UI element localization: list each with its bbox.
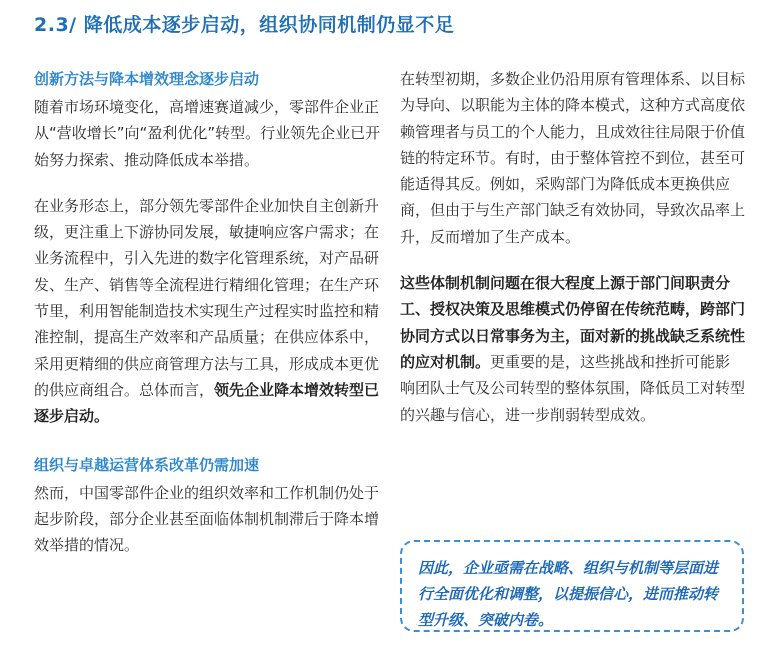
subheading-innovation: 创新方法与降本增效理念逐步启动	[34, 70, 260, 88]
paragraph-market-shift: 随着市场环境变化，高增速赛道减少，零部件企业正从“营收增长”向“盈利优化”转型。行业领先企业已开始努力探索、推动降低成本举措。	[34, 98, 381, 169]
paragraph-early-transformation: 在转型初期，多数企业仍沿用原有管理体系、以目标为导向、以职能为主体的降本模式，这种方式高度依赖管理者与员工的个人能力，且成效往往局限于价值链的特定环节。有时，由于整体管控不到位，甚至可能适得其反。例如，采购部门为降低成本更换供应商，但由于与生产部门缺乏有效协同，导致次品率上升，反而增加了生产成本。	[400, 70, 746, 246]
paragraph-org-efficiency: 然而，中国零部件企业的组织效率和工作机制仍处于起步阶段，部分企业甚至面临体制机制滞后于降本增效举措的情况。	[34, 483, 380, 555]
paragraph-business-form	[34, 193, 386, 430]
right-column	[400, 66, 745, 428]
paragraph-business-form-text: 在业务形态上，部分领先零部件企业加快自主创新升级，更注重上下游协同发展，敏捷响应客户需求；在业务流程中，引入先进的数字化管理系统，对产品研发、生产、销售等全流程进行精细化管理；在生产环节里，利用智能制造技术实现生产过程实时监控和精准控制，提高生产效率和产品质量；在供应体系中，采用更精细的供应商管理方法与工具，形成成本更优的供应商组合。总体而言，	[34, 196, 380, 399]
paragraph-business-form-emphasis: 领先企业降本增效转型已逐步启动。	[34, 380, 380, 426]
conclusion-callout: 因此，企业亟需在战略、组织与机制等层面进行全面优化和调整，以提振信心，进而推动转型升级、突破内卷。	[400, 540, 744, 632]
paragraph-mechanism-issues	[400, 270, 745, 428]
section-title: 2.3/ 降低成本逐步启动，组织协同机制仍显不足	[34, 14, 455, 36]
paragraph-mechanism-text: 更重要的是，这些挑战和挫折可能影响团队士气及公司转型的整体氛围，降低员工对转型的兴趣与信心，进一步削弱转型成效。	[400, 352, 746, 424]
subheading-organization: 组织与卓越运营体系改革仍需加速	[34, 455, 260, 474]
left-column	[34, 66, 386, 558]
paragraph-mechanism-emphasis: 这些体制机制问题在很大程度上源于部门间职责分工、授权决策及思维模式仍停留在传统范畴，跨部门协同方式以日常事务为主，面对新的挑战缺乏系统性的应对机制。	[400, 274, 746, 371]
